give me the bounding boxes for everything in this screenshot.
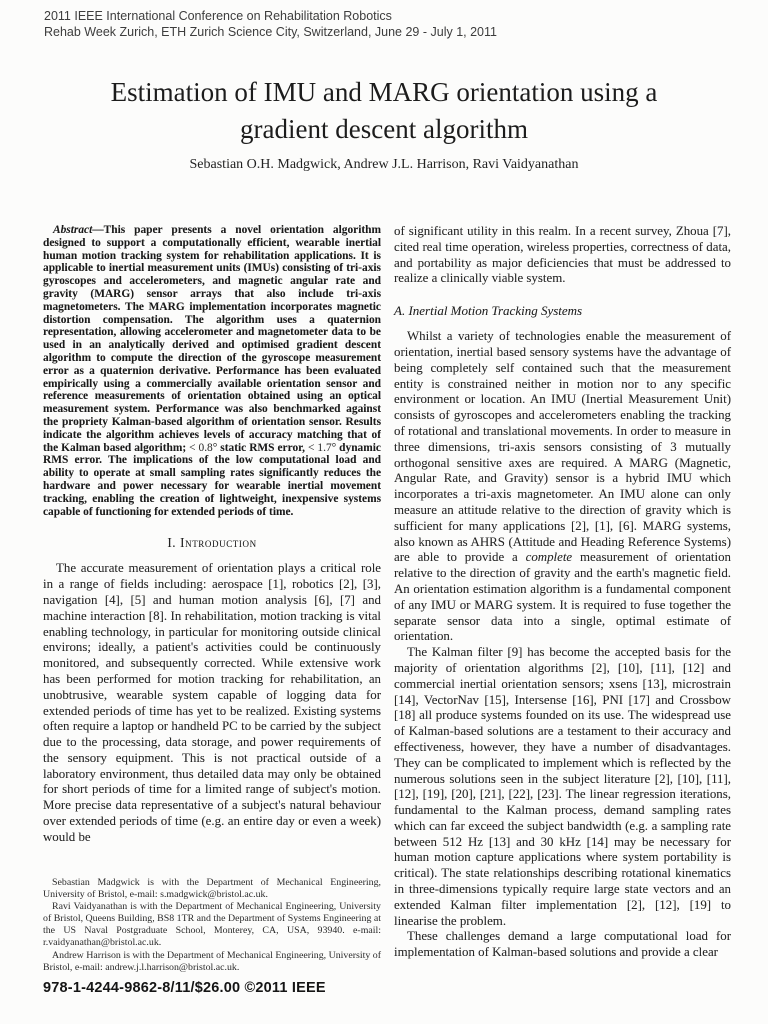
- conference-header-line1: 2011 IEEE International Conference on Rehabilitation Robotics: [44, 9, 392, 23]
- author-footnotes: [43, 877, 381, 974]
- footnote-harrison: Andrew Harrison is with the Department of Mechanical Engineering, University of Bristol, e-mail: andrew.j.l.harrison@bristol.ac.uk.: [43, 949, 381, 973]
- inertial-systems-text-1: Whilst a variety of technologies enable the measurement of orientation, inertial based sensory systems have the advantage of being completely self contained such that the measurement entity is constrained neither in motion nor to any specific environment or location. An IMU (Inertial Measurement Unit) consists of gyroscopes and accelerometers enabling the tracking of rotational and translational movements. In order to measure in three dimensions, tri-axis sensors consisting of 3 mutually orthogonal sensitive axes are required. A MARG (Magnetic, Angular Rate, and Gravity) sensor is a hybrid IMU which incorporates a tri-axis magnetometer. An IMU alone can only measure an attitude relative to the direction of gravity which is sufficient for many applications [2], [1], [6]. MARG systems, also known as AHRS (Attitude and Heading Reference Systems) are able to provide a: [394, 329, 731, 565]
- kalman-filter-paragraph: The Kalman filter [9] has become the accepted basis for the majority of orientation algorithms [2], [10], [11], [12] and commercial inertial orientation sensors; xsens [13], microstrain [14], VectorNav [15], Intersense [16], PNI [17] and Crossbow [18] all produce systems founded on its use. The widespread use of Kalman-based solutions are a testament to their accuracy and effectiveness, however, they have a number of disadvantages. They can be complicated to implement which is reflected by the numerous solutions seen in the subject literature [2], [10], [11], [12], [19], [20], [21], [22], [23]. The linear regression iterations, fundamental to the Kalman process, demand sampling rates which can far exceed the subject bandwidth (e.g. a sampling rate between 512 Hz [13] and 30 kHz [14] may be necessary for human motion capture applications where system portability is critical). The state relationships describing rotational kinematics in three-dimensions typically require large state vectors and an extended Kalman filter implementation [2], [12], [19] to linearise the problem.: [394, 645, 731, 928]
- abstract-paragraph: [43, 224, 381, 518]
- conference-header-line2: Rehab Week Zurich, ETH Zurich Science City, Switzerland, June 29 - July 1, 2011: [44, 24, 497, 39]
- abstract-dynamic-rms-value: < 1.7°: [308, 441, 337, 454]
- left-column: [43, 224, 381, 874]
- emphasis-complete: complete: [525, 550, 573, 565]
- section-heading-introduction: I. Introduction: [167, 535, 257, 551]
- abstract-text-1: —This paper presents a novel orientation algorithm designed to support a computationally efficient, wearable inertial human motion tracking system for rehabilitation applications. It is applicable to inertial measurement units (IMUs) consisting of tri-axis gyroscopes and accelerometers, and magnetic angular rate and gravity (MARG) sensor arrays that also include tri-axis magnetometers. The MARG implementation incorporates magnetic distortion compensation. The algorithm uses a quaternion representation, allowing accelerometer and magnetometer data to be used in an analytically derived and optimised gradient descent algorithm to compute the direction of the gyroscope measurement error as a quaternion derivative. Performance has been evaluated empirically using a commercially available orientation sensor and reference measurements of orientation obtained using an optical measurement system. Performance was also benchmarked against the propriety Kalman-based algorithm of orientation sensor. Results indicate the algorithm achieves levels of accuracy matching that of the Kalman based algorithm;: [43, 224, 381, 454]
- paper-title-line2: gradient descent algorithm: [240, 114, 528, 144]
- inertial-systems-text-2: measurement of orientation relative to the direction of gravity and the earth's magnetic field. An orientation estimation algorithm is a fundamental component of any IMU or MARG system. It is required to fuse together the separate sensor data into a single, optimal estimate of orientation.: [394, 550, 731, 644]
- abstract-text-2: static RMS error,: [217, 441, 308, 454]
- right-column: [394, 224, 731, 961]
- introduction-paragraph: The accurate measurement of orientation plays a critical role in a range of fields including: aerospace [1], robotics [2], [3], navigation [4], [5] and human motion analysis [6], [7] and machine interaction [8]. In rehabilitation, motion tracking is vital enabling technology, in particular for monitoring outside clinical environs; ideally, a patient's activities could be continuously monitored, and subsequently corrected. While extensive work has been performed for motion tracking for rehabilitation, an unobtrusive, wearable system capable of logging data for extended periods of time has yet to be realized. Existing systems often require a laptop or handheld PC to be carried by the subject due to the processing, data storage, and power requirements of the sensory equipment. This is not practical outside of a laboratory environment, thus detailed data may only be obtained for short periods of time for a limited range of subject's motion. More precise data representative of a subject's natural behaviour over extended periods of time (e.g. an entire day or even a week) would be: [43, 561, 381, 844]
- abstract-label: Abstract: [53, 224, 93, 236]
- subsection-heading-inertial-tracking: A. Inertial Motion Tracking Systems: [394, 303, 583, 319]
- challenges-paragraph: These challenges demand a large computational load for implementation of Kalman-based solutions and provide a clear: [394, 929, 731, 960]
- footnote-madgwick: Sebastian Madgwick is with the Department of Mechanical Engineering, University of Bristol, e-mail: s.madgwick@bristol.ac.uk.: [43, 877, 381, 901]
- paper-title-line1: Estimation of IMU and MARG orientation using a: [110, 77, 658, 107]
- introduction-continuation-paragraph: of significant utility in this realm. In a recent survey, Zhoua [7], cited real time operation, wireless properties, correctness of data, and portability as major deficiencies that must be addressed to realize a clinically viable system.: [394, 224, 731, 286]
- ieee-copyright-line: 978-1-4244-9862-8/11/$26.00 ©2011 IEEE: [43, 980, 326, 996]
- footnote-vaidyanathan: Ravi Vaidyanathan is with the Department of Mechanical Engineering, University of Bristol, Queens Building, BS8 1TR and the Department of Systems Engineering at the US Naval Postgraduate School, Monterey, CA, USA, 93940. e-mail: r.vaidyanathan@bristol.ac.uk.: [43, 901, 381, 949]
- inertial-systems-paragraph: [394, 329, 731, 645]
- conference-header: [44, 9, 497, 40]
- paper-title: [0, 74, 768, 148]
- authors-line: Sebastian O.H. Madgwick, Andrew J.L. Harrison, Ravi Vaidyanathan: [189, 157, 579, 172]
- abstract-static-rms-value: < 0.8°: [189, 441, 218, 454]
- abstract-text-3: dynamic RMS error. The implications of the low computational load and ability to operate at small sampling rates significantly reduces the hardware and power necessary for wearable inertial movement tracking, enabling the creation of lightweight, inexpensive systems capable of functioning for extended periods of time.: [43, 441, 381, 518]
